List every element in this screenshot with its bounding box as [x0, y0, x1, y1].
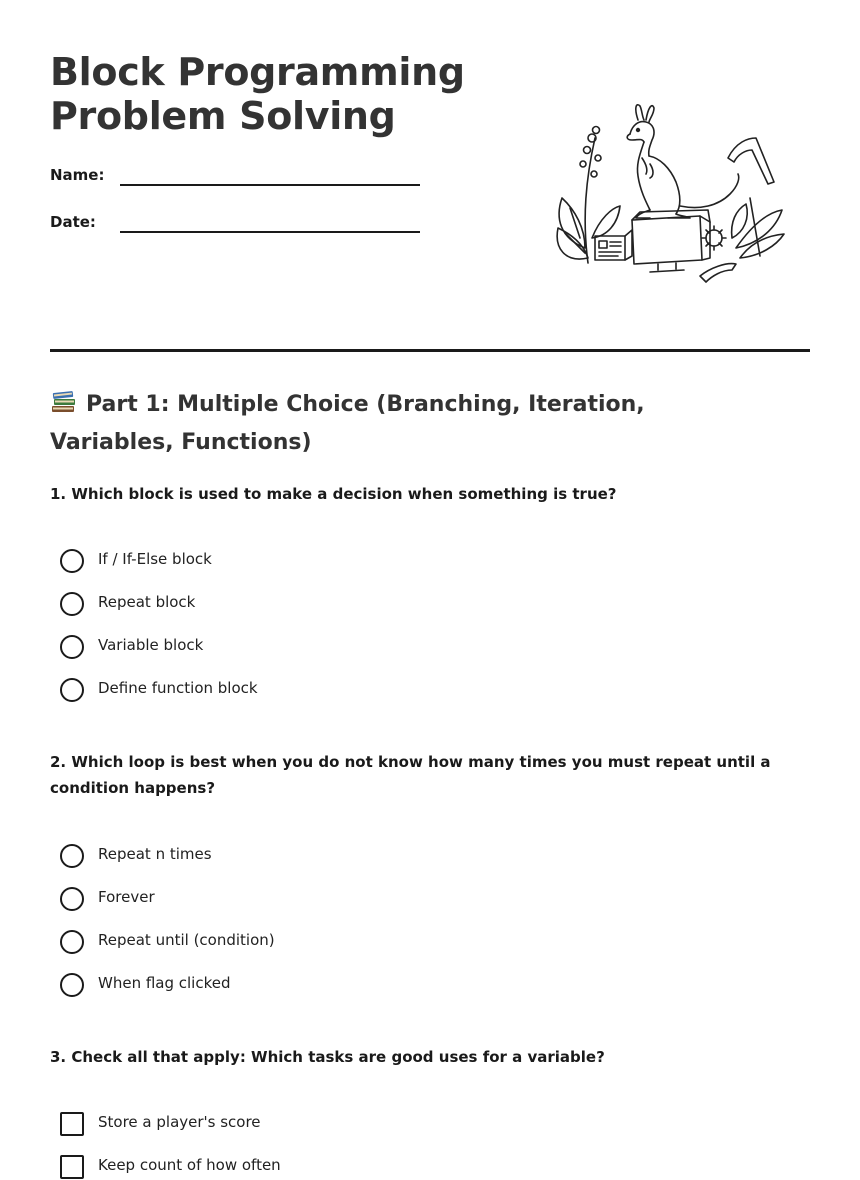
date-field[interactable] — [50, 213, 420, 237]
name-field[interactable] — [50, 166, 420, 190]
option-label: Repeat until (condition) — [98, 931, 275, 949]
kangaroo-computer-illustration — [550, 98, 790, 298]
q1-option-4[interactable] — [60, 677, 560, 703]
q3-option-2[interactable] — [60, 1154, 560, 1180]
radio-button[interactable] — [60, 592, 84, 616]
radio-button[interactable] — [60, 549, 84, 573]
q3-option-1[interactable] — [60, 1111, 560, 1137]
radio-button[interactable] — [60, 635, 84, 659]
page-title-line-2: Problem Solving — [50, 94, 396, 138]
name-line[interactable] — [120, 184, 420, 186]
checkbox[interactable] — [60, 1112, 84, 1136]
question-1: 1. Which block is used to make a decision when something is true? — [50, 485, 617, 503]
option-label: Keep count of how often — [98, 1156, 281, 1174]
option-label: If / If-Else block — [98, 550, 212, 568]
books-icon — [50, 390, 78, 414]
question-2: 2. Which loop is best when you do not know how many times you must repeat until a condition happens? — [50, 753, 771, 797]
q2-option-3[interactable] — [60, 929, 560, 955]
option-label: Variable block — [98, 636, 204, 654]
q1-option-2[interactable] — [60, 591, 560, 617]
page-title-line-1: Block Programming — [50, 50, 465, 94]
name-label: Name: — [50, 166, 105, 184]
option-label: Repeat block — [98, 593, 196, 611]
part1-heading — [50, 386, 770, 462]
option-label: Define function block — [98, 679, 258, 697]
q1-option-1[interactable] — [60, 548, 560, 574]
q2-option-4[interactable] — [60, 972, 560, 998]
question-3: 3. Check all that apply: Which tasks are good uses for a variable? — [50, 1048, 605, 1066]
q1-option-3[interactable] — [60, 634, 560, 660]
option-label: Repeat n times — [98, 845, 212, 863]
radio-button[interactable] — [60, 887, 84, 911]
radio-button[interactable] — [60, 678, 84, 702]
radio-button[interactable] — [60, 930, 84, 954]
date-label: Date: — [50, 213, 96, 231]
option-label: Store a player's score — [98, 1113, 261, 1131]
radio-button[interactable] — [60, 973, 84, 997]
part1-title: Part 1: Multiple Choice (Branching, Iteration, Variables, Functions) — [50, 392, 645, 455]
page-title — [50, 50, 465, 138]
checkbox[interactable] — [60, 1155, 84, 1179]
option-label: Forever — [98, 888, 155, 906]
section-divider — [50, 349, 810, 352]
q2-option-1[interactable] — [60, 843, 560, 869]
option-label: When flag clicked — [98, 974, 231, 992]
q2-option-2[interactable] — [60, 886, 560, 912]
radio-button[interactable] — [60, 844, 84, 868]
date-line[interactable] — [120, 231, 420, 233]
